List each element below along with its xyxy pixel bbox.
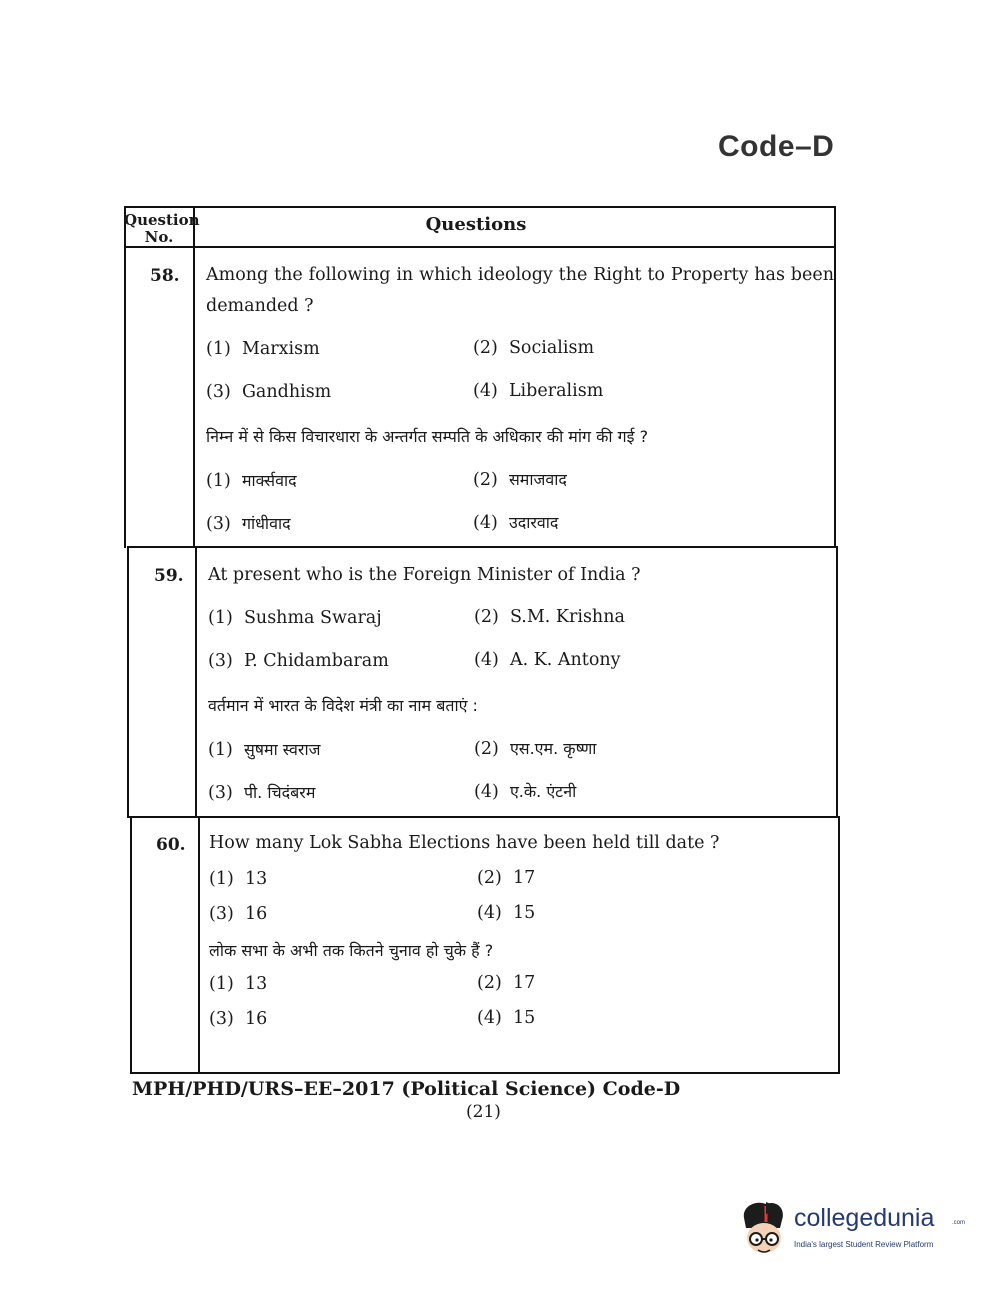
- question-number: 59.: [154, 566, 184, 586]
- table-border-right: [838, 816, 840, 1074]
- option-2: (2) S.M. Krishna: [474, 607, 625, 627]
- option-3: (3) P. Chidambaram: [208, 651, 389, 671]
- option-hi-4: (4) 15: [477, 1008, 536, 1028]
- table-row-divider: [129, 816, 838, 818]
- option-4: (4) Liberalism: [473, 381, 604, 401]
- page-number: (21): [466, 1102, 501, 1122]
- option-1: (1) 13: [209, 869, 268, 889]
- table-border-right: [836, 546, 838, 818]
- question-text-en: How many Lok Sabha Elections have been held till date ?: [209, 833, 720, 853]
- question-number: 58.: [150, 266, 180, 286]
- footer-paper-title: MPH/PHD/URS–EE–2017 (Political Science) Code-D: [132, 1078, 681, 1100]
- header-question-label: Question: [124, 211, 200, 229]
- table-border-bottom: [130, 1072, 840, 1074]
- option-3: (3) 16: [209, 904, 268, 924]
- paper-code: Code–D: [718, 130, 835, 163]
- header-questions: Questions: [425, 214, 527, 235]
- table-border-left: [124, 206, 126, 548]
- option-hi-1: (1) मार्क्सवाद: [206, 471, 297, 491]
- table-header-divider: [124, 246, 836, 248]
- option-4: (4) 15: [477, 903, 536, 923]
- option-hi-4: (4) उदारवाद: [473, 513, 559, 533]
- table-border-left: [127, 546, 129, 818]
- logo-wordmark: collegedunia: [794, 1204, 935, 1232]
- question-text-hi: निम्न में से किस विचारधारा के अन्तर्गत सम्पति के अधिकार की मांग की गई ?: [206, 427, 649, 446]
- table-row-divider: [127, 546, 837, 548]
- question-text-hi: वर्तमान में भारत के विदेश मंत्री का नाम बताएं :: [208, 696, 478, 715]
- option-1: (1) Marxism: [206, 339, 320, 359]
- table-border-left: [130, 816, 132, 1074]
- question-text-en: At present who is the Foreign Minister of India ?: [208, 565, 641, 585]
- question-text-en: Among the following in which ideology the Right to Property has been demanded ?: [206, 265, 834, 316]
- table-column-divider: [198, 816, 200, 1074]
- option-hi-3: (3) पी. चिदंबरम: [208, 783, 316, 803]
- question-number: 60.: [156, 835, 186, 855]
- option-hi-2: (2) समाजवाद: [473, 470, 567, 490]
- option-2: (2) 17: [477, 868, 536, 888]
- logo-domain: .com: [952, 1220, 966, 1226]
- question-text-hi: लोक सभा के अभी तक कितने चुनाव हो चुके हैं ?: [209, 941, 494, 960]
- option-3: (3) Gandhism: [206, 382, 332, 402]
- option-hi-3: (3) गांधीवाद: [206, 514, 291, 534]
- option-4: (4) A. K. Antony: [474, 650, 621, 670]
- table-column-divider: [195, 546, 197, 818]
- header-question-no: [124, 211, 200, 246]
- option-1: (1) Sushma Swaraj: [208, 608, 382, 628]
- table-border-right: [834, 206, 836, 548]
- collegedunia-logo: [736, 1198, 966, 1262]
- option-hi-2: (2) 17: [477, 973, 536, 993]
- logo-tagline: India's largest Student Review Platform: [794, 1240, 934, 1249]
- option-hi-1: (1) सुषमा स्वराज: [208, 740, 321, 760]
- option-hi-2: (2) एस.एम. कृष्णा: [474, 739, 597, 759]
- option-hi-1: (1) 13: [209, 974, 268, 994]
- header-no-label: No.: [144, 228, 174, 246]
- option-hi-3: (3) 16: [209, 1009, 268, 1029]
- option-2: (2) Socialism: [473, 338, 595, 358]
- option-hi-4: (4) ए.के. एंटनी: [474, 782, 577, 802]
- mascot-icon: [736, 1198, 792, 1260]
- table-border-top: [124, 206, 836, 208]
- table-column-divider: [193, 206, 195, 548]
